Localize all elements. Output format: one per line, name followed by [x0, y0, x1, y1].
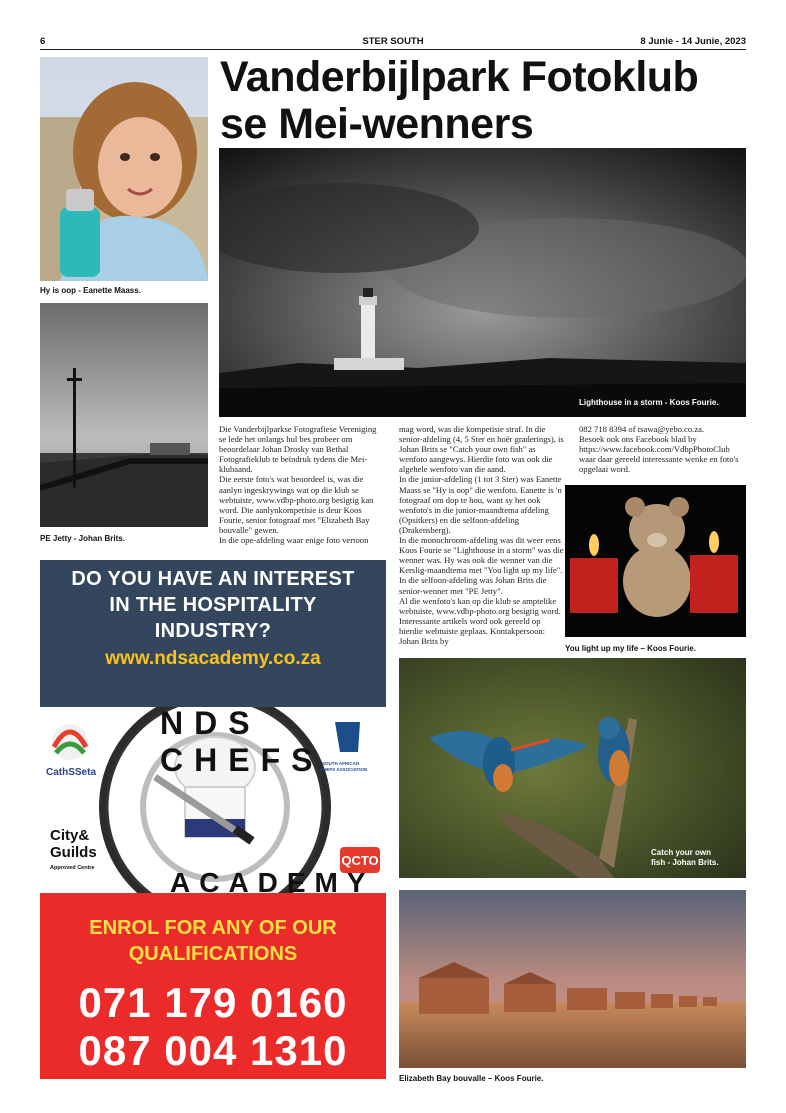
caption-ruins: Elizabeth Bay bouvalle – Koos Fourie.	[399, 1074, 544, 1083]
sa-chefs-logo-line1: SOUTH AFRICAN	[322, 761, 360, 766]
city-guilds-logo-guilds: Guilds	[50, 844, 97, 861]
article-title	[220, 54, 750, 148]
ad-enrol-line2: QUALIFICATIONS	[128, 943, 298, 965]
photo-jetty	[40, 303, 208, 527]
ad-headline-line3: INDUSTRY?	[154, 620, 272, 642]
caption-kingfisher-line2: fish - Johan Brits.	[651, 858, 719, 867]
page-header	[40, 36, 746, 50]
photo-teddy	[565, 485, 746, 637]
ad-url-link[interactable]: www.ndsacademy.co.za	[105, 648, 321, 669]
photo-lighthouse	[219, 148, 746, 417]
ring-text-bottom: ACADEMY	[170, 867, 375, 893]
caption-teddy: You light up my life – Koos Fourie.	[565, 644, 696, 653]
caption-kingfisher-line1: Catch your own	[651, 848, 712, 857]
cathsseta-logo: CathSSeta	[46, 767, 97, 778]
article-text-col3: 082 718 8394 of tsawa@yebo.co.za. Besoek ook ons Facebook blad by https://www.facebook.com/VdbpPhotoClub waar daar gereeld interessante wenke en foto's opgelaai word.	[579, 424, 739, 475]
article-column-3	[579, 424, 746, 474]
ad-enrol-block	[40, 893, 386, 1079]
photo-ruins	[399, 890, 746, 1068]
header-rule	[40, 49, 746, 50]
ring-text-top: NDS CHEFS	[160, 707, 324, 778]
ad-enrol-line1: ENROL FOR ANY OF OUR	[89, 917, 337, 939]
city-guilds-logo-city: City&	[50, 827, 90, 844]
article-text-col2: mag word, was die kompetisie straf. In die senior-afdeling (4, 5 Ster en hoër graderings), is Johan Brits se "Catch your own fish" as wenfoto aangewys. Hierdie foto was ook die algehele wenfoto van die aand. In die junior-afdeling (1 tot 3 Ster) was Eanette Maass se "Hy is oop" die wenfoto. Eanette is 'n fotograaf om dop te hou, want sy het ook wenfoto's in die junior-maandtema afdeling (Opsitkers) en die selfoon-afdeling (Drakensberg). In die monochroom-afdeling was dit weer eens Koos Fourie se "Lighthouse in a storm" was die wenner was. Hy was ook die wenner van die Kerslig-maandtema met "You light up my life". In die selfoon-afdeling was Johan Brits die senior-wenner met "PE Jetty". Al die wenfoto's kan op die klub se amptelike webtuiste, www.vdbp-photo.org besigtig word. Interessante artikels word ook gereeld op hierdie webtuiste geplaas. Kontakpersoon: Johan Brits by	[399, 424, 564, 646]
ad-academy-logo-block	[40, 707, 386, 893]
sa-chefs-logo-line2: CHEFS ASSOCIATION	[320, 767, 368, 772]
photo-girl	[40, 57, 208, 281]
photo-kingfisher	[399, 658, 746, 878]
article-text-col1: Die Vanderbijlparkse Fotografiese Vereniging se lede het onlangs hul bes probeer om beoordelaar Johan Drosky van Bethal Fotografieklub te beïndruk tydens die Mei-klubaand. Die eerste foto's wat beoordeel is, was die aanlyn ingeskrywings wat op die klub se webtuiste, www.vdbp-photo.org besigtig kan word. Die aanlynkompetisie is deur Koos Fourie, senior fotograaf met "Elizabeth Bay bouvalle" gewen. In die ope-afdeling waar enige foto vertoon	[219, 424, 377, 546]
article-title-line2: se Mei-wenners	[220, 100, 534, 148]
ad-phone-1[interactable]: 071 179 0160	[78, 979, 348, 1026]
article-title-line1: Vanderbijlpark Fotoklub	[220, 53, 699, 101]
article-column-1	[219, 424, 385, 545]
caption-jetty: PE Jetty - Johan Brits.	[40, 534, 125, 543]
publication-name: STER SOUTH	[362, 36, 424, 47]
ad-hospitality-banner	[40, 560, 386, 707]
issue-date: 8 Junie - 14 Junie, 2023	[640, 36, 746, 47]
caption-kingfisher	[651, 848, 719, 868]
article-column-2	[399, 424, 565, 646]
ad-headline-line1: DO YOU HAVE AN INTEREST	[71, 568, 355, 590]
caption-girl: Hy is oop - Eanette Maass.	[40, 286, 141, 295]
caption-lighthouse: Lighthouse in a storm - Koos Fourie.	[579, 398, 719, 407]
city-guilds-approved: Approved Centre	[50, 865, 95, 871]
page-number: 6	[40, 36, 46, 47]
ad-headline-line2: IN THE HOSPITALITY	[109, 594, 317, 616]
ad-phone-2[interactable]: 087 004 1310	[78, 1027, 348, 1074]
qcto-logo: QCTO	[341, 853, 379, 868]
